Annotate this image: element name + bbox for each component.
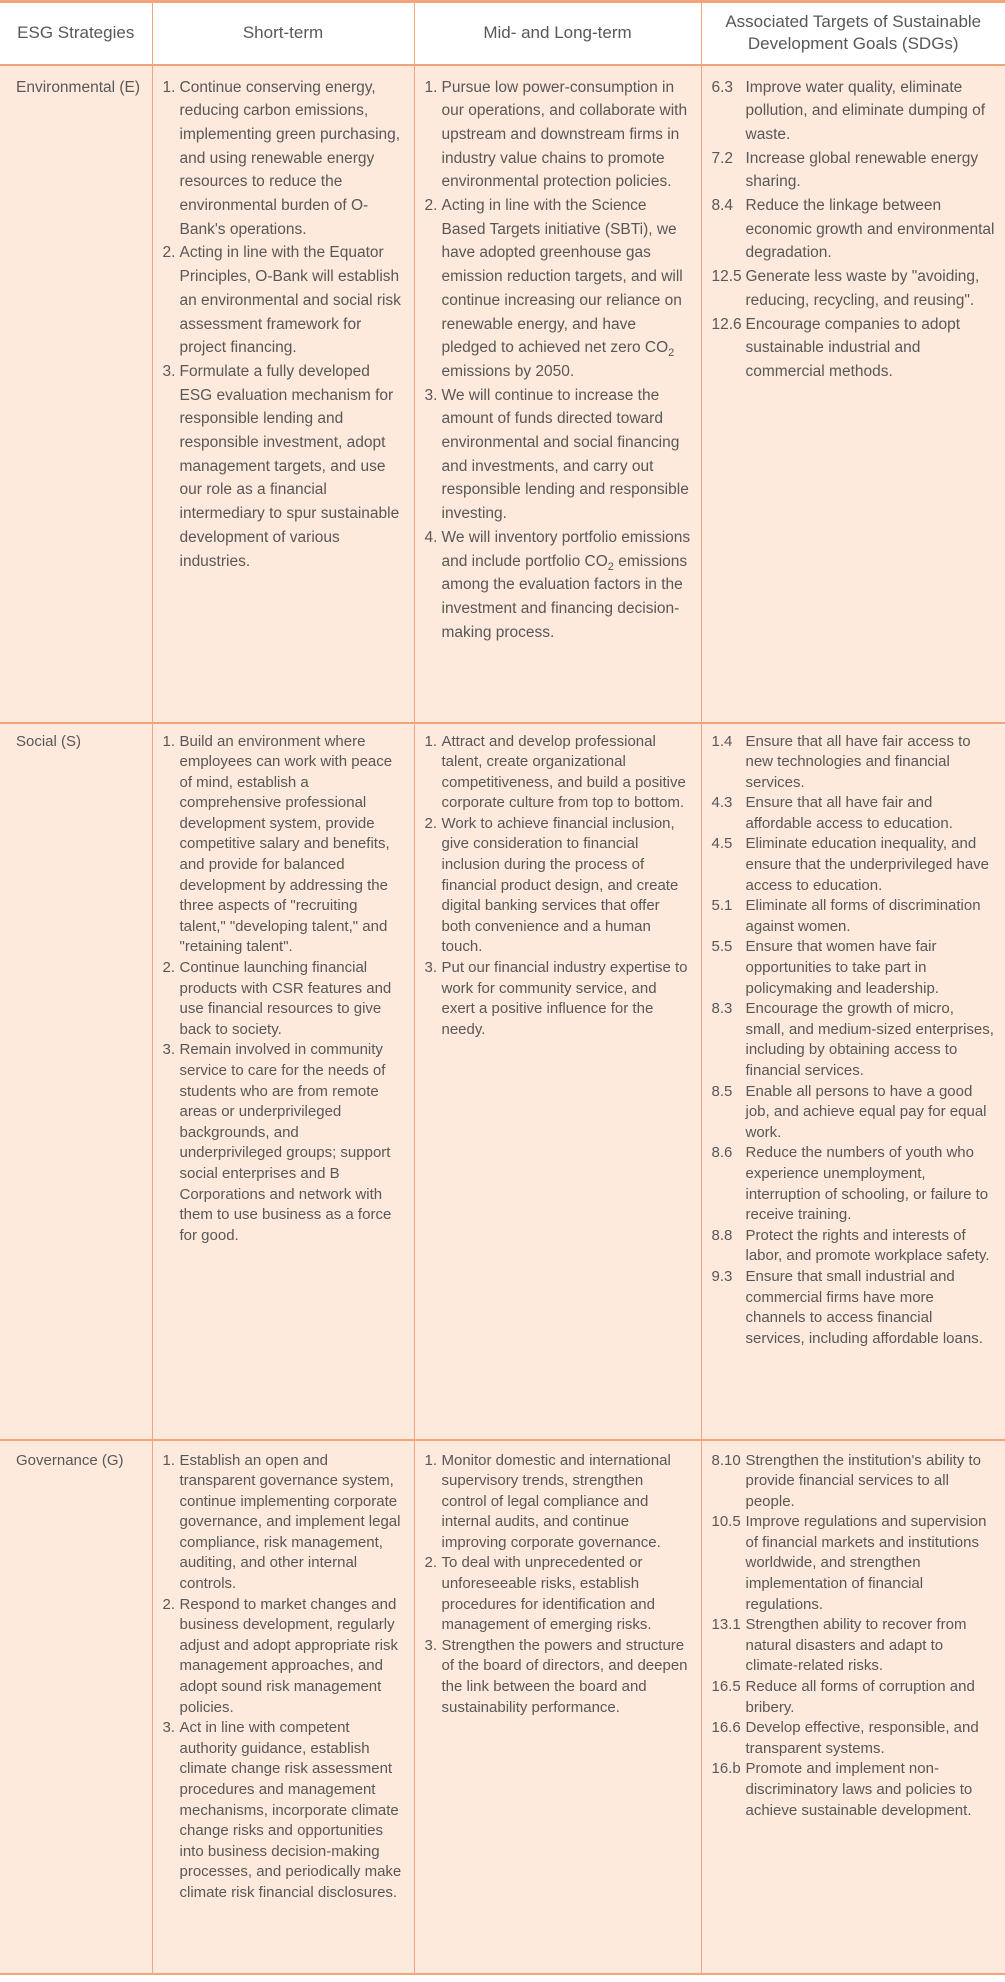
list-item	[425, 1553, 691, 1635]
list-item	[712, 793, 996, 834]
item-text-main: Act in line with competent authority guidance, establish climate change risk assessment procedures and management mechanisms, incorporate climate change risks and opportunities into business decision-making processes, and periodically make climate risk financial disclosures.	[179, 1719, 402, 1901]
item-number: 7.2	[711, 149, 734, 167]
item-number: 2.	[424, 1554, 438, 1572]
list-item	[712, 732, 996, 794]
item-text	[746, 834, 996, 896]
item-text	[442, 1451, 691, 1554]
item-text-main: Eliminate all forms of discrimination against women.	[745, 897, 981, 935]
item-number: 16.b	[711, 1760, 741, 1778]
item-number: 8.8	[711, 1226, 733, 1244]
item-text	[746, 147, 996, 194]
sdgs-list	[712, 76, 996, 384]
list-item	[712, 834, 996, 896]
item-text	[180, 958, 404, 1040]
header-sdg-targets: Associated Targets of Sustainable Development Goals (SDGs)	[701, 2, 1005, 65]
item-text	[180, 241, 404, 360]
item-text	[442, 194, 691, 384]
item-number: 9.3	[711, 1267, 733, 1285]
list-item	[712, 937, 996, 999]
item-text-main: Build an environment where employees can work with peace of mind, establish a comprehensive professional development system, provide competitive salary and benefits, and provide for balanced development by addressing the three aspects of "recruiting talent," "developing talent," and "retaining talent".	[179, 732, 393, 956]
list-item	[712, 265, 996, 312]
item-number: 8.3	[711, 1000, 733, 1018]
item-number: 8.5	[711, 1082, 733, 1100]
item-text	[442, 1553, 691, 1635]
mid-long-term-list	[425, 1451, 691, 1719]
item-text-main: Put our financial industry expertise to work for community service, and exert a positive influence for the needy.	[441, 959, 688, 1038]
list-item	[163, 732, 404, 959]
category-cell: Social (S)	[0, 723, 152, 1440]
list-item	[425, 194, 691, 384]
list-item	[712, 999, 996, 1081]
sdg-cell	[701, 65, 1005, 723]
short-term-cell	[152, 1440, 414, 1974]
item-number: 4.	[424, 528, 438, 546]
item-number: 1.	[162, 78, 176, 96]
item-text-main: Ensure that all have fair and affordable access to education.	[745, 794, 953, 832]
item-text-main: Enable all persons to have a good job, and achieve equal pay for equal work.	[745, 1082, 987, 1141]
list-item	[712, 1759, 996, 1821]
item-number: 16.6	[711, 1719, 741, 1737]
list-item	[712, 313, 996, 384]
item-text-main: Reduce the numbers of youth who experience unemployment, interruption of schooling, or failure to receive training.	[745, 1144, 989, 1224]
item-number: 5.1	[711, 897, 733, 915]
item-text-main: Encourage companies to adopt sustainable industrial and commercial methods.	[745, 315, 961, 380]
mid-long-term-cell	[414, 1440, 701, 1974]
item-number: 1.	[424, 732, 438, 750]
list-item	[425, 76, 691, 195]
list-item	[425, 814, 691, 958]
item-text-main: Strengthen the powers and structure of the board of directors, and deepen the link between the board and sustainability performance.	[441, 1636, 688, 1716]
list-item	[712, 1451, 996, 1513]
item-number: 1.4	[711, 732, 733, 750]
item-text-main: Generate less waste by "avoiding, reducing, recycling, and reusing".	[745, 268, 980, 309]
item-text-main: We will continue to increase the amount of funds directed toward environmental and social financing and investments, and carry out responsible lending and responsible investing.	[441, 386, 689, 523]
item-text-main: Respond to market changes and business development, regularly adjust and adopt appropriate risk management approaches, and adopt sound risk management policies.	[179, 1595, 398, 1716]
item-number: 1.	[162, 1451, 176, 1469]
list-item	[425, 732, 691, 814]
item-text-main: Formulate a fully developed ESG evaluation mechanism for responsible lending and responsible investment, adopt management targets, and use our role as a financial intermediary to spur sustainable development of various industries.	[179, 362, 400, 570]
item-number: 2.	[162, 959, 176, 977]
item-text	[746, 999, 996, 1081]
category-cell: Governance (G)	[0, 1440, 152, 1974]
item-text	[746, 194, 996, 265]
short-term-cell	[152, 65, 414, 723]
item-text	[180, 1718, 404, 1903]
item-number: 1.	[162, 732, 176, 750]
item-text	[746, 1451, 996, 1513]
mid-long-term-list	[425, 732, 691, 1041]
mid-long-term-list	[425, 76, 691, 645]
item-text-main: Eliminate education inequality, and ensure that the underprivileged have access to education.	[745, 835, 990, 894]
item-text	[746, 1759, 996, 1821]
item-number: 13.1	[711, 1616, 741, 1634]
mid-long-term-cell	[414, 65, 701, 723]
list-item	[712, 1082, 996, 1144]
list-item	[425, 1636, 691, 1718]
list-item	[712, 194, 996, 265]
list-item	[712, 896, 996, 937]
item-number: 3.	[162, 1719, 176, 1737]
list-item	[163, 1451, 404, 1595]
item-text	[442, 384, 691, 526]
list-item	[163, 1595, 404, 1719]
list-item	[425, 1451, 691, 1554]
item-text-main: Monitor domestic and international supervisory trends, strengthen control of legal compliance and internal audits, and continue improving corporate governance.	[441, 1451, 671, 1551]
item-number: 3.	[424, 1636, 438, 1654]
item-text	[746, 1267, 996, 1349]
list-item	[163, 360, 404, 573]
item-number: 2.	[424, 814, 438, 832]
item-text	[746, 1143, 996, 1225]
item-text	[746, 896, 996, 937]
item-text	[442, 958, 691, 1040]
category-cell: Environmental (E)	[0, 65, 152, 723]
item-number: 10.5	[711, 1513, 741, 1531]
item-text	[746, 1512, 996, 1615]
item-text	[180, 1451, 404, 1595]
item-text-main: Promote and implement non-discriminatory laws and policies to achieve sustainable development.	[745, 1760, 973, 1819]
item-text-after: emissions among the evaluation factors in the investment and financing decision-making process.	[441, 552, 688, 641]
mid-long-term-cell	[414, 723, 701, 1440]
list-item	[425, 526, 691, 645]
table-row-social	[0, 723, 1005, 1440]
subscript: 2	[668, 347, 675, 360]
item-text	[746, 1677, 996, 1718]
list-item	[712, 1143, 996, 1225]
item-text	[180, 360, 404, 573]
item-text	[746, 1615, 996, 1677]
item-number: 1.	[424, 1451, 438, 1469]
item-number: 3.	[424, 386, 438, 404]
item-number: 3.	[162, 1041, 176, 1059]
item-number: 12.6	[711, 315, 742, 333]
list-item	[163, 958, 404, 1040]
item-text-main: Encourage the growth of micro, small, and medium-sized enterprises, including by obtaining access to financial services.	[745, 1000, 994, 1079]
item-text-main: Increase global renewable energy sharing.	[745, 149, 979, 191]
item-text	[180, 1040, 404, 1246]
item-text-main: Strengthen the institution's ability to provide financial services to all people.	[745, 1451, 982, 1510]
header-esg-strategies: ESG Strategies	[0, 2, 152, 65]
item-text-main: Protect the rights and interests of labor, and promote workplace safety.	[745, 1226, 990, 1265]
item-text	[180, 732, 404, 959]
list-item	[425, 384, 691, 526]
list-item	[712, 1267, 996, 1349]
item-text-main: Reduce the linkage between economic growth and environmental degradation.	[745, 197, 995, 262]
item-text	[746, 732, 996, 794]
item-number: 2.	[162, 1595, 176, 1613]
item-text-main: Remain involved in community service to care for the needs of students who are from remote areas or underprivileged backgrounds, and underprivileged groups; support social enterprises and B Corporations and network with them to use business as a force for good.	[179, 1041, 392, 1244]
item-text-main: Work to achieve financial inclusion, give consideration to financial inclusion during the process of financial product design, and create digital banking services that offer both convenience and a human touch.	[441, 814, 679, 956]
item-text-main: Reduce all forms of corruption and bribery.	[745, 1678, 975, 1716]
item-text-main: Pursue low power-consumption in our operations, and collaborate with upstream and downstream firms in industry value chains to promote environmental protection policies.	[441, 78, 688, 191]
item-number: 2.	[424, 197, 438, 215]
list-item	[712, 1718, 996, 1759]
item-text-main: Establish an open and transparent governance system, continue implementing corporate governance, and implement legal compliance, risk management, auditing, and other internal controls.	[179, 1451, 401, 1593]
item-number: 12.5	[711, 268, 742, 286]
item-text	[442, 526, 691, 645]
item-number: 4.5	[711, 835, 733, 853]
item-text-main: Continue launching financial products with CSR features and use financial resources to give back to society.	[179, 959, 392, 1038]
list-item	[163, 76, 404, 242]
item-text	[746, 937, 996, 999]
sdgs-list	[712, 1451, 996, 1822]
item-text	[746, 313, 996, 384]
list-item	[163, 241, 404, 360]
item-text	[746, 1226, 996, 1267]
item-text-main: Continue conserving energy, reducing carbon emissions, implementing green purchasing, and using renewable energy resources to reduce the environmental burden of O-Bank's operations.	[179, 78, 401, 238]
item-text-main: Ensure that all have fair access to new technologies and financial services.	[745, 732, 971, 791]
item-text-main: Improve water quality, eliminate pollution, and eliminate dumping of waste.	[745, 78, 986, 143]
item-text-main: Develop effective, responsible, and transparent systems.	[745, 1719, 979, 1757]
item-text-main: Acting in line with the Science Based Targets initiative (SBTi), we have adopted greenhouse gas emission reduction targets, and will continue increasing our reliance on renewable energy, and have pledged to achieved net zero CO	[441, 197, 683, 357]
item-number: 5.5	[711, 938, 733, 956]
item-text	[442, 1636, 691, 1718]
item-text-main: Ensure that small industrial and commercial firms have more channels to access financial services, including affordable loans.	[745, 1267, 983, 1347]
sdgs-list	[712, 732, 996, 1350]
short-term-cell	[152, 723, 414, 1440]
item-text-main: Improve regulations and supervision of financial markets and institutions worldwide, and strengthen implementation of financial regulations.	[745, 1513, 987, 1613]
sdg-cell	[701, 723, 1005, 1440]
header-short-term: Short-term	[152, 2, 414, 65]
item-number: 3.	[162, 362, 176, 380]
item-text	[180, 1595, 404, 1719]
short-term-list	[163, 76, 404, 574]
item-number: 3.	[424, 959, 438, 977]
list-item	[712, 1615, 996, 1677]
item-text	[442, 76, 691, 195]
list-item	[425, 958, 691, 1040]
table-row-environmental	[0, 65, 1005, 723]
table-header-row	[0, 2, 1005, 65]
list-item	[712, 147, 996, 194]
item-text-main: Ensure that women have fair opportunities to take part in policymaking and leadership.	[745, 938, 939, 997]
item-text	[746, 793, 996, 834]
list-item	[712, 1512, 996, 1615]
item-number: 6.3	[711, 78, 734, 96]
item-text	[746, 76, 996, 147]
item-text-main: To deal with unprecedented or unforeseeable risks, establish procedures for identification and management of emerging risks.	[441, 1554, 655, 1634]
item-text-after: emissions by 2050.	[441, 362, 575, 380]
item-number: 2.	[162, 244, 176, 262]
list-item	[163, 1040, 404, 1246]
header-mid-long-term: Mid- and Long-term	[414, 2, 701, 65]
item-number: 8.10	[711, 1451, 741, 1469]
sdg-cell	[701, 1440, 1005, 1974]
item-text-main: Attract and develop professional talent, create organizational competitiveness, and build a positive corporate culture from top to bottom.	[441, 732, 686, 812]
item-number: 8.4	[711, 197, 734, 215]
item-number: 1.	[424, 78, 438, 96]
item-text	[746, 1082, 996, 1144]
item-text-main: We will inventory portfolio emissions and include portfolio CO	[441, 528, 691, 570]
subscript: 2	[607, 560, 614, 573]
item-text	[442, 732, 691, 814]
item-text	[746, 1718, 996, 1759]
item-number: 4.3	[711, 794, 733, 812]
list-item	[163, 1718, 404, 1903]
short-term-list	[163, 732, 404, 1247]
item-text	[442, 814, 691, 958]
short-term-list	[163, 1451, 404, 1904]
list-item	[712, 76, 996, 147]
list-item	[712, 1226, 996, 1267]
item-text-main: Strengthen ability to recover from natural disasters and adapt to climate-related risks.	[745, 1616, 967, 1675]
item-text-main: Acting in line with the Equator Principles, O-Bank will establish an environmental and social risk assessment framework for project financing.	[179, 244, 401, 357]
list-item	[712, 1677, 996, 1718]
item-number: 8.6	[711, 1144, 733, 1162]
item-text	[746, 265, 996, 312]
table-row-governance	[0, 1440, 1005, 1974]
item-number: 16.5	[711, 1678, 741, 1696]
item-text	[180, 76, 404, 242]
